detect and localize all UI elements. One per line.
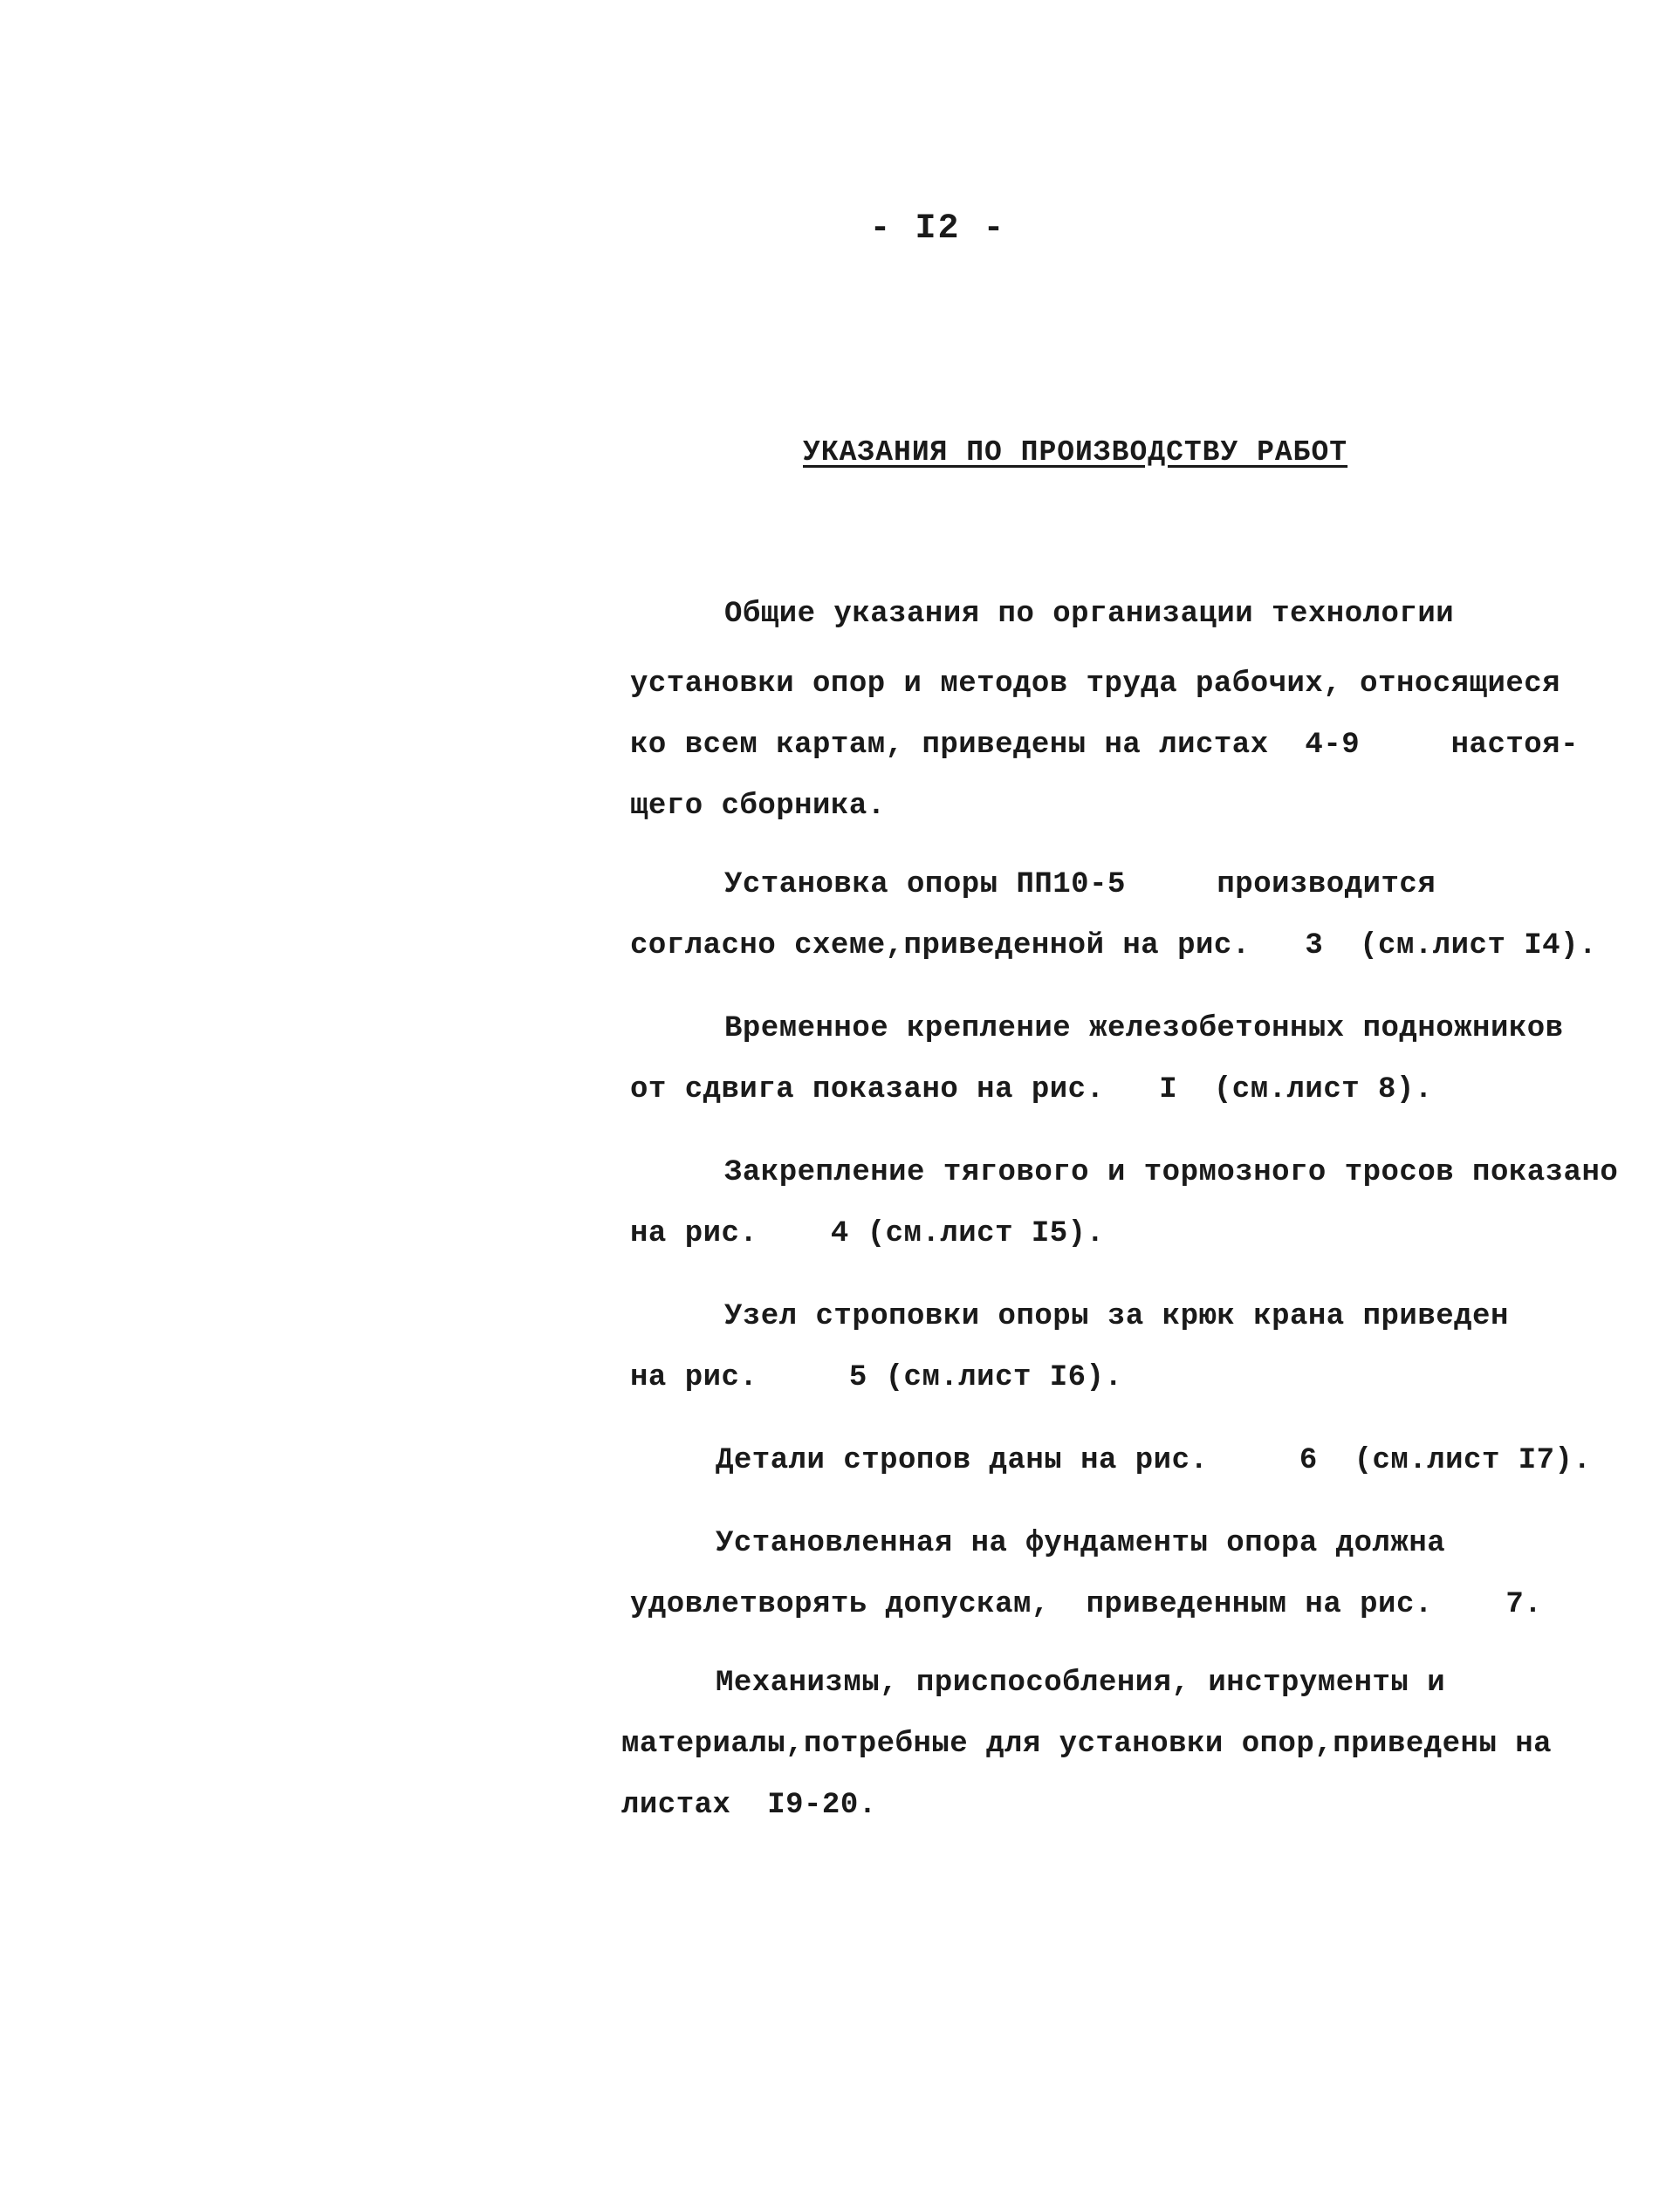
text-line: от сдвига показано на рис. I (см.лист 8). <box>630 1073 1433 1106</box>
text-line: Общие указания по организации технологии <box>724 598 1455 631</box>
text-line: Установленная на фундаменты опора должна <box>716 1527 1446 1560</box>
text-line: удовлетворять допускам, приведенным на рис. 7. <box>630 1588 1543 1621</box>
text-line: Закрепление тягового и тормозного тросов показано <box>724 1156 1619 1189</box>
text-line: на рис. 4 (см.лист I5). <box>630 1217 1105 1250</box>
text-line: Механизмы, приспособления, инструменты и <box>716 1667 1446 1700</box>
page-number: - I2 - <box>869 209 1006 249</box>
text-line: Временное крепление железобетонных подножников <box>724 1012 1564 1045</box>
text-line: Детали стропов даны на рис. 6 (см.лист I7). <box>716 1444 1592 1477</box>
text-line: на рис. 5 (см.лист I6). <box>630 1361 1123 1394</box>
text-line: материалы,потребные для установки опор,приведены на <box>621 1728 1553 1761</box>
text-line: Установка опоры ПП10-5 производится <box>724 868 1436 901</box>
text-line: установки опор и методов труда рабочих, относящиеся <box>630 668 1561 701</box>
section-heading: УКАЗАНИЯ ПО ПРОИЗВОДСТВУ РАБОТ <box>803 436 1348 469</box>
text-line: Узел строповки опоры за крюк крана приведен <box>724 1300 1509 1333</box>
text-line: листах I9-20. <box>621 1789 877 1822</box>
text-line: ко всем картам, приведены на листах 4-9 настоя- <box>630 729 1579 762</box>
text-line: согласно схеме,приведенной на рис. 3 (см.лист I4). <box>630 929 1597 962</box>
text-line: щего сборника. <box>630 790 886 823</box>
